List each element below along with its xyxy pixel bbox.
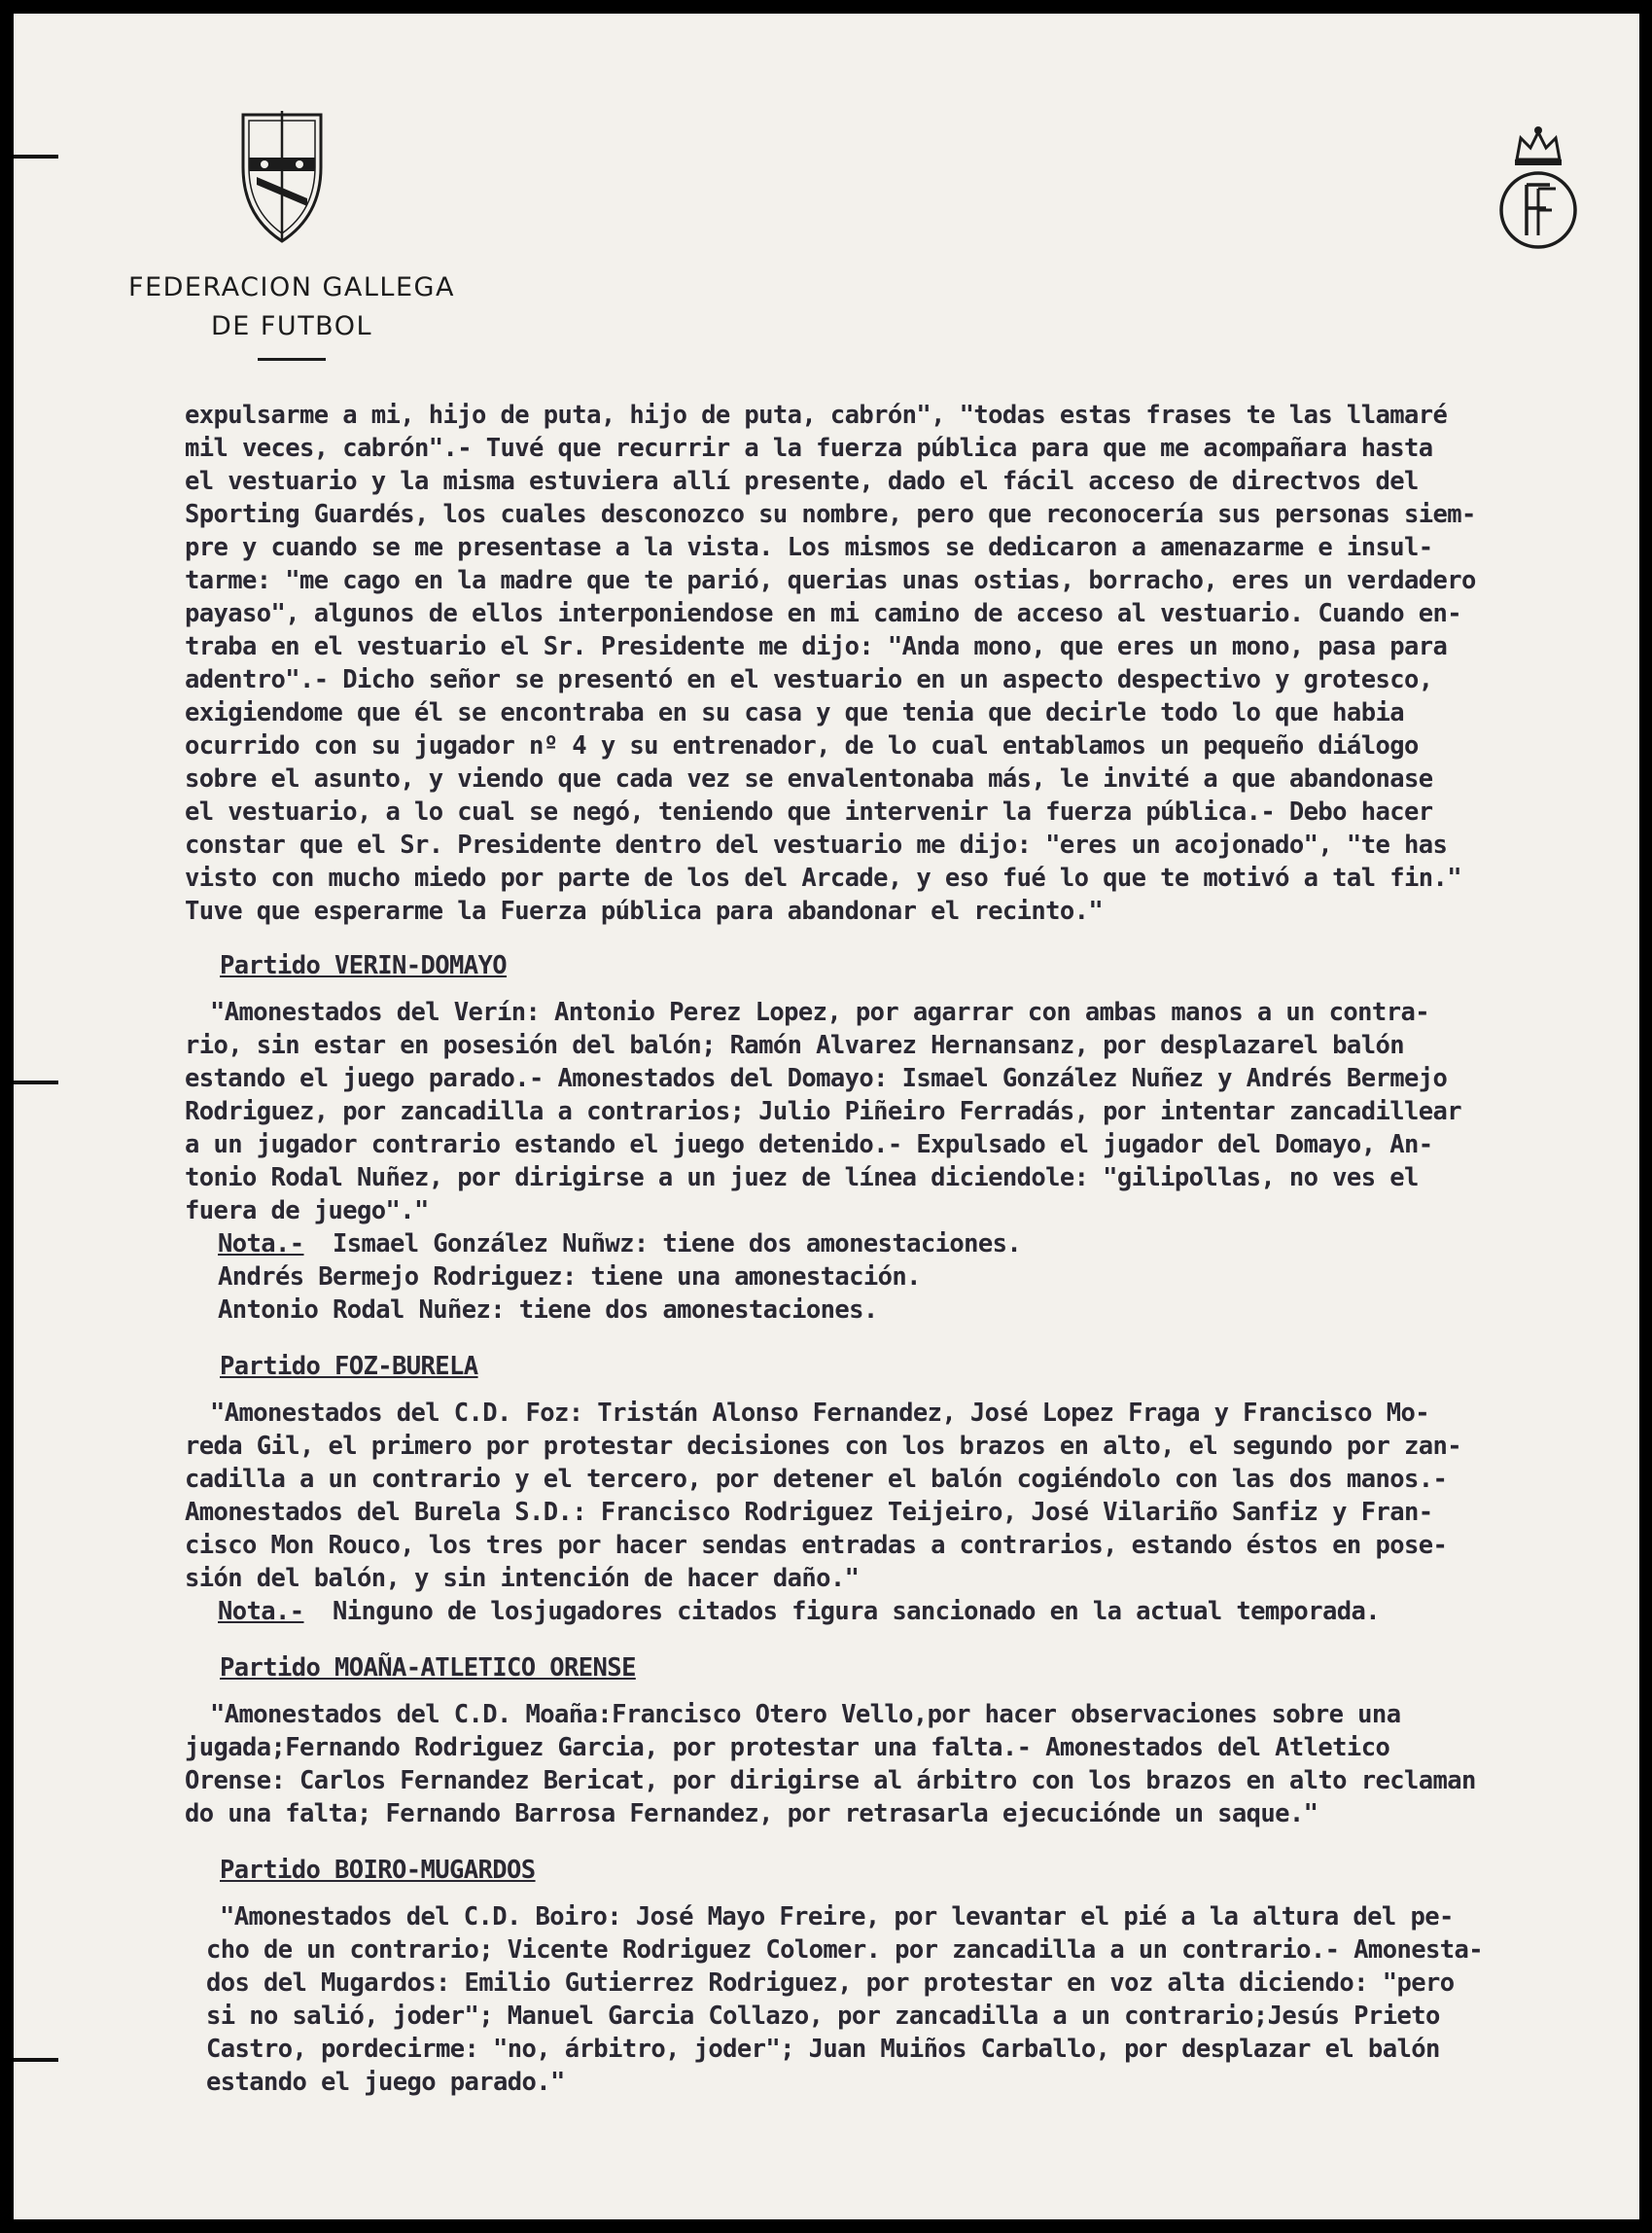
text-line: expulsarme a mi, hijo de puta, hijo de puta, cabrón", "todas estas frases te las llamaré xyxy=(185,401,1448,430)
nota-line xyxy=(218,1595,1622,1628)
document-body xyxy=(185,399,1622,2099)
nota-block xyxy=(185,1595,1622,1628)
text-line: si no salió, joder"; Manuel Garcia Collazo, por zancadilla a un contrario;Jesús Prieto xyxy=(206,2002,1440,2031)
text-line: Orense: Carlos Fernandez Bericat, por dirigirse al árbitro con los brazos en alto reclaman xyxy=(185,1766,1476,1795)
letterhead-rule xyxy=(258,358,326,361)
text-line: jugada;Fernando Rodriguez Garcia, por protestar una falta.- Amonestados del Atletico xyxy=(185,1733,1390,1762)
nota-label: Nota.- xyxy=(218,1229,304,1258)
punch-hole-mark xyxy=(14,155,58,159)
match-report xyxy=(185,1698,1622,1830)
text-line: el vestuario, a lo cual se negó, teniendo que intervenir la fuerza pública.- Debo hacer xyxy=(185,798,1433,827)
text-line: estando el juego parado." xyxy=(206,2068,565,2097)
letterhead-line-1: FEDERACION GALLEGA xyxy=(128,272,455,302)
text-line: cho de un contrario; Vicente Rodriguez Colomer. por zancadilla a un contrario.- Amonesta- xyxy=(206,1935,1483,1965)
text-line: sión del balón, y sin intención de hacer daño." xyxy=(185,1564,860,1593)
punch-hole-mark xyxy=(14,2058,58,2062)
text-line: payaso", algunos de ellos interponiendose en mi camino de acceso al vestuario. Cuando en- xyxy=(185,599,1461,628)
federation-shield-logo xyxy=(235,109,329,245)
text-line: Sporting Guardés, los cuales desconozco su nombre, pero que reconocería sus personas siem- xyxy=(185,500,1476,529)
document-page xyxy=(14,14,1639,2219)
match-report xyxy=(185,1397,1622,1595)
match-section-foz-burela xyxy=(185,1350,1622,1628)
text-line: fuera de juego"." xyxy=(185,1196,429,1225)
punch-hole-mark xyxy=(14,1081,58,1084)
text-line: "Amonestados del C.D. Moaña:Francisco Otero Vello,por hacer observaciones sobre una xyxy=(210,1700,1401,1729)
nota-text: Ismael González Nuñwz: tiene dos amonestaciones. xyxy=(333,1229,1022,1258)
text-line: Rodriguez, por zancadilla a contrarios; Julio Piñeiro Ferradás, por intentar zancadillear xyxy=(185,1097,1461,1126)
match-heading: Partido VERIN-DOMAYO xyxy=(220,951,508,980)
match-heading: Partido FOZ-BURELA xyxy=(220,1352,478,1381)
text-line: mil veces, cabrón".- Tuvé que recurrir a la fuerza pública para que me acompañara hasta xyxy=(185,434,1433,463)
match-heading: Partido BOIRO-MUGARDOS xyxy=(220,1856,536,1885)
text-line: do una falta; Fernando Barrosa Fernandez, por retrasarla ejecuciónde un saque." xyxy=(185,1799,1318,1828)
letterhead xyxy=(88,268,496,361)
text-line: dos del Mugardos: Emilio Gutierrez Rodriguez, por protestar en voz alta diciendo: "pero xyxy=(206,1968,1455,1998)
text-line: "Amonestados del Verín: Antonio Perez Lopez, por agarrar con ambas manos a un contra- xyxy=(210,998,1429,1027)
letterhead-line-2: DE FUTBOL xyxy=(210,311,373,341)
nota-line xyxy=(218,1227,1622,1260)
text-line: a un jugador contrario estando el juego detenido.- Expulsado el jugador del Domayo, An- xyxy=(185,1130,1433,1159)
text-line: rio, sin estar en posesión del balón; Ramón Alvarez Hernansanz, por desplazarel balón xyxy=(185,1031,1404,1060)
royal-federation-crest-logo xyxy=(1492,121,1585,253)
intro-paragraph xyxy=(185,399,1622,928)
text-line: Castro, pordecirme: "no, árbitro, joder"; Juan Muiños Carballo, por desplazar el balón xyxy=(206,2035,1440,2064)
text-line: Tuve que esperarme la Fuerza pública para abandonar el recinto." xyxy=(185,897,1104,926)
match-section-moana-atletico-orense xyxy=(185,1651,1622,1830)
text-line: ocurrido con su jugador nº 4 y su entrenador, de lo cual entablamos un pequeño diálogo xyxy=(185,731,1419,761)
text-line: cadilla a un contrario y el tercero, por detener el balón cogiéndolo con las dos manos.- xyxy=(185,1465,1448,1494)
nota-block xyxy=(185,1227,1622,1327)
text-line: "Amonestados del C.D. Boiro: José Mayo Freire, por levantar el pié a la altura del pe- xyxy=(220,1902,1454,1932)
match-report xyxy=(185,1900,1622,2099)
match-section-boiro-mugardos xyxy=(185,1854,1622,2099)
text-line: reda Gil, el primero por protestar decisiones con los brazos en alto, el segundo por zan- xyxy=(185,1432,1461,1461)
text-line: estando el juego parado.- Amonestados del Domayo: Ismael González Nuñez y Andrés Bermejo xyxy=(185,1064,1448,1093)
text-line: tarme: "me cago en la madre que te parió, querias unas ostias, borracho, eres un verdadero xyxy=(185,566,1476,595)
text-line: exigiendome que él se encontraba en su casa y que tenia que decirle todo lo que habia xyxy=(185,698,1404,727)
text-line: sobre el asunto, y viendo que cada vez se envalentonaba más, le invité a que abandonase xyxy=(185,764,1433,794)
match-report xyxy=(185,996,1622,1227)
text-line: constar que el Sr. Presidente dentro del vestuario me dijo: "eres un acojonado", "te has xyxy=(185,831,1448,860)
text-line: el vestuario y la misma estuviera allí presente, dado el fácil acceso de directvos del xyxy=(185,467,1419,496)
text-line: Amonestados del Burela S.D.: Francisco Rodriguez Teijeiro, José Vilariño Sanfiz y Fran- xyxy=(185,1498,1433,1527)
text-line: cisco Mon Rouco, los tres por hacer sendas entradas a contrarios, estando éstos en pose- xyxy=(185,1531,1448,1560)
text-line: "Amonestados del C.D. Foz: Tristán Alonso Fernandez, José Lopez Fraga y Francisco Mo- xyxy=(210,1399,1429,1428)
match-section-verin-domayo xyxy=(185,949,1622,1327)
nota-line: Andrés Bermejo Rodriguez: tiene una amonestación. xyxy=(218,1262,921,1292)
text-line: tonio Rodal Nuñez, por dirigirse a un juez de línea diciendole: "gilipollas, no ves el xyxy=(185,1163,1419,1192)
match-heading: Partido MOAÑA-ATLETICO ORENSE xyxy=(220,1653,636,1683)
nota-line: Antonio Rodal Nuñez: tiene dos amonestaciones. xyxy=(218,1295,878,1325)
text-line: visto con mucho miedo por parte de los del Arcade, y eso fué lo que te motivó a tal fin." xyxy=(185,864,1461,893)
text-line: traba en el vestuario el Sr. Presidente me dijo: "Anda mono, que eres un mono, pasa para xyxy=(185,632,1448,661)
nota-text: Ninguno de losjugadores citados figura sancionado en la actual temporada. xyxy=(333,1597,1380,1626)
text-line: adentro".- Dicho señor se presentó en el vestuario en un aspecto despectivo y grotesco, xyxy=(185,665,1433,694)
nota-label: Nota.- xyxy=(218,1597,304,1626)
text-line: pre y cuando se me presentase a la vista. Los mismos se dedicaron a amenazarme e insul- xyxy=(185,533,1433,562)
